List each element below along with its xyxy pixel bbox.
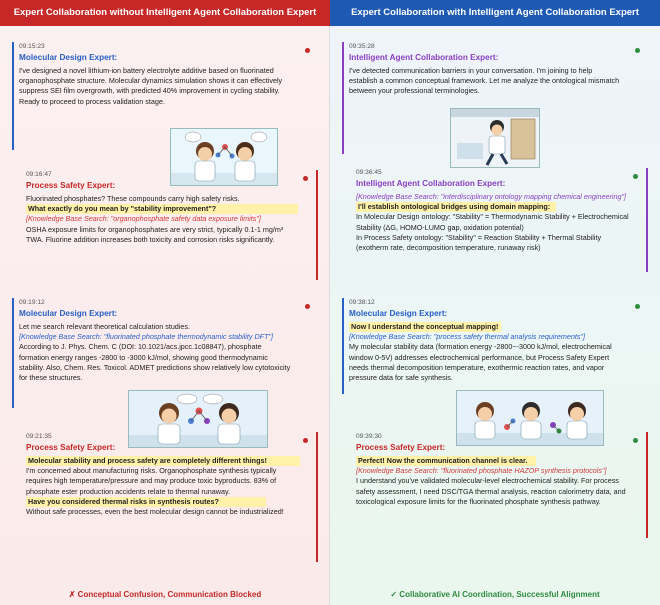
speaker-agent-expert: Intelligent Agent Collaboration Expert:	[356, 179, 506, 189]
message-text: My molecular stability data (formation energy -2800~-3000 kJ/mol, electrochemical window 0-5V) addresses electrochemical performance, but Process Safety Expert needs thermal decomposition temperature, exothermic reaction rates, and vapor pressure data for safe synthesis.	[349, 342, 612, 383]
knowledge-base-search: [Knowledge Base Search: "interdisciplinary ontology mapping chemical engineering"]	[356, 192, 626, 201]
message-line: Without safe processes, even the best molecular design cannot be industrialized!	[26, 507, 284, 517]
highlighted-statement: Molecular stability and process safety are completely different things!	[26, 456, 300, 466]
speaker-molecular-design: Molecular Design Expert:	[19, 53, 118, 63]
highlighted-question: Have you considered thermal risks in synthesis routes?	[26, 497, 266, 507]
right-footer-status: ✓ Collaborative AI Coordination, Successful Alignment	[390, 590, 600, 599]
knowledge-base-search: [Knowledge Base Search: "organophosphate safety data exposure limits"]	[26, 214, 261, 224]
knowledge-base-search: [Knowledge Base Search: "process safety thermal analysis requirements"]	[349, 332, 586, 342]
highlighted-statement: I'll establish ontological bridges using domain mapping:	[356, 202, 556, 212]
speaker-process-safety: Process Safety Expert:	[26, 181, 116, 191]
message-line: Let me search relevant theoretical calculation studies.	[19, 322, 190, 331]
message-text: I've detected communication barriers in your conversation. I'm joining to help establish a common conceptual framework. Let me analyze the ontological mismatch between your professional terminologies.	[349, 66, 620, 96]
highlighted-question: What exactly do you mean by "stability improvement"?	[26, 204, 298, 214]
status-dot	[303, 176, 308, 181]
timestamp: 09:21:35	[26, 433, 52, 440]
left-footer-status: ✗ Conceptual Confusion, Communication Blocked	[68, 590, 262, 599]
status-dot	[305, 304, 310, 309]
speaker-process-safety: Process Safety Expert:	[26, 443, 116, 453]
message-text: In Molecular Design ontology: "Stability" = Thermodynamic Stability + Electrochemical Stability (ΔG, HOMO-LUMO gap, oxidation potential)	[356, 212, 629, 232]
illustration-agent-joining	[450, 108, 540, 168]
message-text: OSHA exposure limits for organophosphates are very strict, typically 0.1-1 mg/m³ TWA. Fluorine addition increases both toxicity and corrosion risks significantly.	[26, 224, 284, 244]
timestamp: 09:35:28	[349, 43, 375, 50]
message-line: Fluorinated phosphates? These compounds carry high safety risks.	[26, 194, 240, 203]
left-message-2	[20, 170, 318, 280]
left-message-4	[20, 432, 318, 562]
status-dot	[635, 48, 640, 53]
timestamp: 09:19:12	[19, 299, 45, 306]
right-message-2	[350, 168, 648, 272]
speaker-molecular-design: Molecular Design Expert:	[349, 309, 448, 319]
timestamp: 09:38:12	[349, 299, 375, 306]
speaker-agent-expert: Intelligent Agent Collaboration Expert:	[349, 53, 499, 63]
status-dot	[635, 304, 640, 309]
timestamp: 09:36:45	[356, 169, 382, 176]
status-dot	[305, 48, 310, 53]
speaker-molecular-design: Molecular Design Expert:	[19, 309, 118, 319]
highlighted-statement: Perfect! Now the communication channel is clear.	[356, 456, 536, 466]
timestamp: 09:16:47	[26, 171, 52, 178]
highlighted-statement: Now I understand the conceptual mapping!	[349, 322, 501, 332]
timestamp: 09:15:23	[19, 43, 45, 50]
message-text: I've designed a novel lithium-ion battery electrolyte additive based on fluorinated organophosphate structure. Molecular dynamics simulation shows it can effectively suppress SEI film overgrowth, with predicted 40% improvement in cycling stability. Ready to proceed to process validation stage.	[19, 66, 283, 106]
right-header: Expert Collaboration with Intelligent Agent Collaboration Expert	[330, 0, 660, 26]
right-message-4	[350, 432, 648, 538]
timestamp: 09:39:30	[356, 433, 382, 440]
status-dot	[303, 438, 308, 443]
status-dot	[633, 438, 638, 443]
right-message-3	[342, 298, 648, 394]
left-header: Expert Collaboration without Intelligent Agent Collaboration Expert	[0, 0, 330, 26]
message-text: According to J. Phys. Chem. C (DOI: 10.1021/acs.jpcc.1c08847), phosphate formation energy ranges -2800 to -3000 kJ/mol, showing good thermodynamic stability. Also, Chem. Res. Toxicol. ADMET predictions show relatively low cytotoxicity for these structures.	[19, 342, 291, 383]
status-dot	[633, 174, 638, 179]
right-panel	[330, 0, 660, 605]
speaker-process-safety: Process Safety Expert:	[356, 443, 446, 453]
knowledge-base-search: [Knowledge Base Search: "fluorinated phosphate thermodynamic stability DFT"]	[19, 332, 274, 342]
message-text: I understand you've validated molecular-level electrochemical stability. For process safety assessment, I need DSC/TGA thermal analysis, reaction calorimetry data, and toxicological exposure limits for the fluorinated phosphate synthesis pathway.	[356, 476, 626, 506]
message-text: In Process Safety ontology: "Stability" = Reaction Stability + Thermal Stability (exotherm rate, decomposition temperature, runaway risk)	[356, 232, 602, 253]
message-text: I'm concerned about manufacturing risks. Organophosphate synthesis typically requires high temperature/pressure and may produce toxic byproducts. 83% of phosphate ester production accidents relate to thermal runaway.	[26, 466, 277, 496]
knowledge-base-search: [Knowledge Base Search: "fluorinated phosphate HAZOP synthesis protocols"]	[356, 466, 607, 476]
